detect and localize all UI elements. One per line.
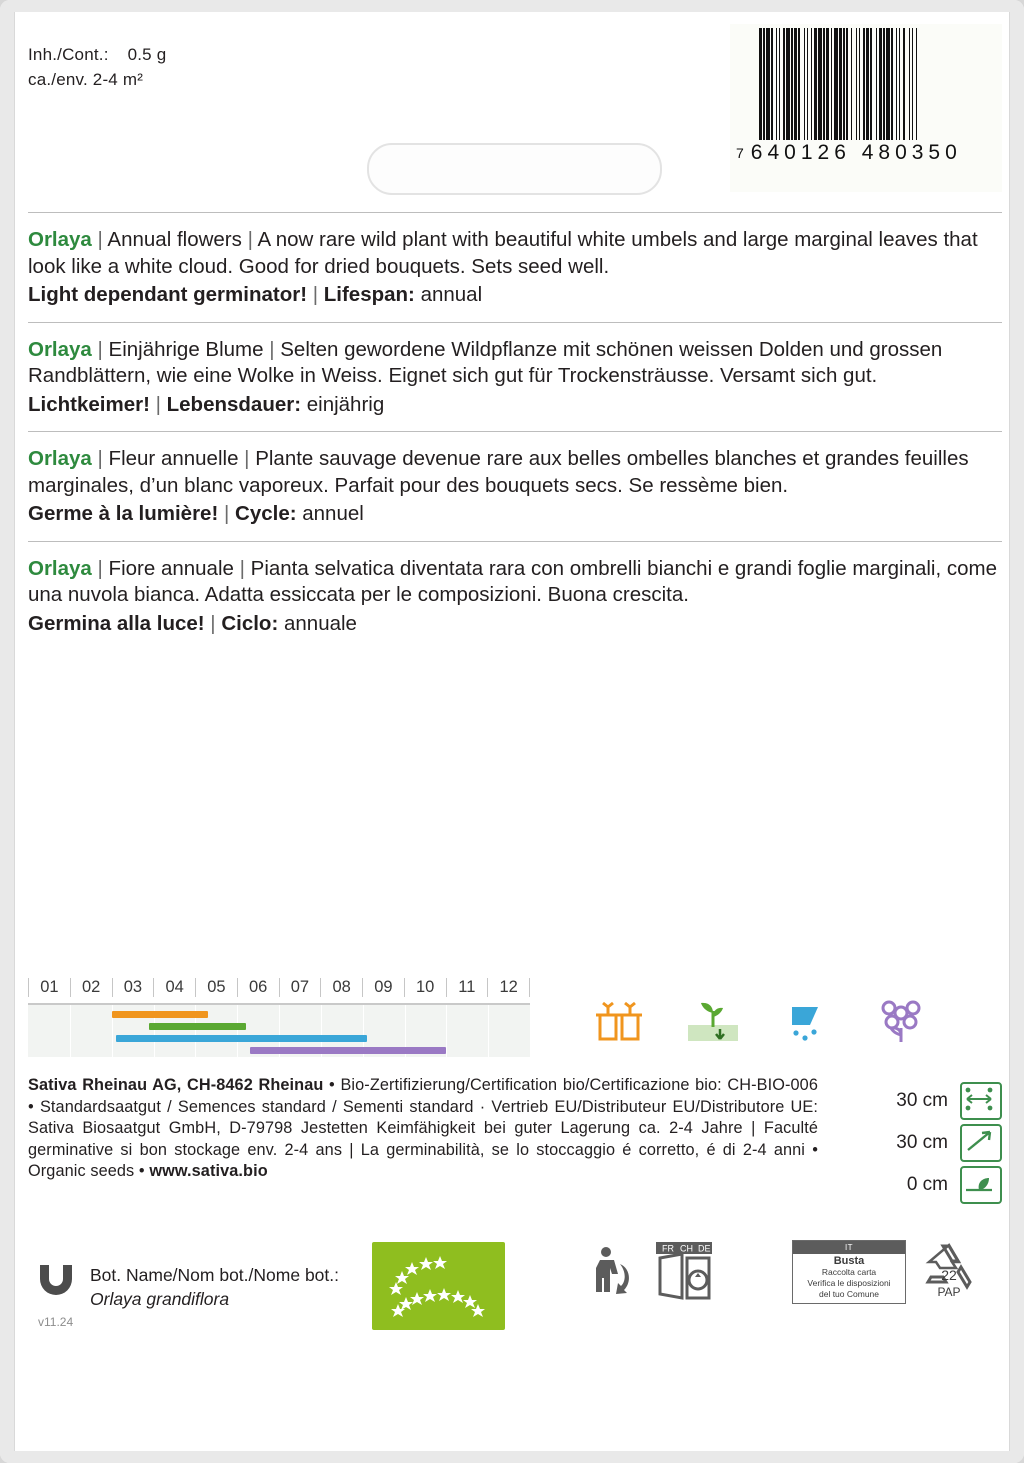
pap-label: PAP: [937, 1285, 961, 1299]
calendar-month: 11: [446, 978, 488, 997]
pictogram-row: [590, 995, 930, 1047]
sowing-depth: [852, 1164, 1002, 1206]
germination-note: Lichtkeimer!: [28, 392, 150, 416]
description-text: Selten gewordene Wildpflanze mit schönen weissen Dolden und grossen Randblättern, wie eine Wolke in Weiss. Eignet sich gut für Trockensträusse. Versamt sich gut.: [28, 337, 943, 387]
hang-hole: [367, 143, 662, 195]
watering-icon: [778, 995, 836, 1047]
busta-line2: Verifica le disposizioni: [807, 1278, 891, 1288]
bot-name-label: Bot. Name/Nom bot./Nome bot.:: [90, 1265, 339, 1285]
calendar-month: 01: [28, 978, 70, 997]
description-blocks: [28, 212, 1002, 650]
paper-bin-icon: [654, 1240, 780, 1307]
version-label: v11.24: [38, 1315, 74, 1329]
description-text: Pianta selvatica diventata rara con ombrelli bianchi e grandi foglie marginali, come una nuvola bianca. Adatta essiccata per le composizioni. Buona crescita.: [28, 556, 998, 606]
calendar-divider: [446, 1005, 447, 1057]
eu-organic-logo: [372, 1242, 505, 1330]
packet-edge-right: [1009, 0, 1024, 1463]
svg-text:FR: FR: [662, 1243, 674, 1254]
plant-spacing-value: 30 cm: [896, 1132, 948, 1153]
content-value: 0.5 g: [127, 45, 167, 64]
calendar-month: 04: [153, 978, 195, 997]
packet-edge-bottom: [0, 1451, 1024, 1463]
lifespan-label: Ciclo:: [221, 611, 279, 635]
calendar-month: 03: [112, 978, 154, 997]
legal-text: [28, 1075, 818, 1183]
lifespan-label: Cycle:: [235, 502, 297, 525]
calendar-grid: [28, 1003, 530, 1057]
svg-text:CH: CH: [680, 1243, 693, 1254]
calendar-divider: [70, 1005, 71, 1057]
lifespan-value: annuel: [302, 502, 364, 525]
calendar-bar-plant-out: [116, 1035, 367, 1042]
seed-tray-icon: [590, 995, 648, 1047]
busta-line3: del tuo Comune: [818, 1289, 879, 1299]
description-text: A now rare wild plant with beautiful white umbels and large marginal leaves that look like a white cloud. Good for dried bouquets. Sets seed well.: [28, 228, 978, 278]
barcode-lead-digit: 7: [736, 145, 744, 161]
description-block-it: Orlaya | Fiore annuale | Pianta selvatica diventata rara con ombrelli bianchi e grandi foglie marginali, come una nuvola bianca. Adatta essiccata per le composizioni. Buona crescita. Germina alla luce! | Ciclo: annuale: [28, 541, 1002, 651]
lifespan-value: annuale: [283, 611, 357, 635]
calendar-month: 07: [279, 978, 321, 997]
plant-type: Annual flowers: [107, 228, 242, 251]
busta-title: Busta: [833, 1255, 865, 1267]
busta-disposal-note: [792, 1240, 906, 1304]
genus-name: Orlaya: [28, 556, 92, 580]
content-info: [28, 42, 166, 92]
calendar-month: 12: [487, 978, 530, 997]
germination-note: Germe à la lumière!: [28, 502, 219, 525]
sowing-depth-icon: [960, 1166, 1002, 1204]
direct-sow-icon: [684, 995, 742, 1047]
calendar-divider: [237, 1005, 238, 1057]
description-block-en: Orlaya | Annual flowers | A now rare wild plant with beautiful white umbels and large marginal leaves that look like a white cloud. Good for dried bouquets. Sets seed well. Light dependant germinator! | Lifespan: annual: [28, 212, 1002, 322]
plant-type: Fleur annuelle: [108, 447, 239, 470]
coverage-value: ca./env. 2-4 m²: [28, 70, 144, 89]
company-name: Sativa Rheinau AG, CH-8462 Rheinau: [28, 1076, 324, 1094]
lifespan-value: annual: [420, 283, 483, 306]
row-spacing-value: 30 cm: [896, 1090, 948, 1111]
recycling-icons: [580, 1240, 980, 1307]
row-spacing: [852, 1080, 1002, 1122]
genus-name: Orlaya: [28, 447, 92, 470]
pap-number: 22: [941, 1267, 957, 1283]
description-text: Plante sauvage devenue rare aux belles ombelles blanches et grandes feuilles marginales, d’un blanc vaporeux. Parfait pour des bouquets secs. Se ressème bien.: [28, 447, 969, 497]
plant-spacing: [852, 1122, 1002, 1164]
website[interactable]: www.sativa.bio: [149, 1162, 268, 1180]
packet-edge-left: [0, 0, 15, 1463]
germination-note: Germina alla luce!: [28, 611, 205, 635]
calendar-divider: [488, 1005, 489, 1057]
plant-type: Fiore annuale: [108, 556, 234, 580]
lifespan-label: Lifespan:: [323, 283, 415, 306]
barcode: [730, 24, 1002, 192]
row-spacing-icon: [960, 1082, 1002, 1120]
pap-recycling-icon: [918, 1240, 980, 1302]
calendar-month: 06: [237, 978, 279, 997]
lifespan-label: Lebensdauer:: [166, 392, 302, 416]
calendar-bar-flowering: [250, 1047, 447, 1054]
packet-edge-top: [0, 0, 1024, 12]
calendar-month: 05: [195, 978, 237, 997]
tidyman-icon: [580, 1240, 642, 1307]
sowing-calendar: [28, 978, 530, 1057]
germination-note: Light dependant germinator!: [28, 283, 308, 306]
barcode-bars: [759, 28, 999, 140]
genus-name: Orlaya: [28, 337, 92, 361]
content-label: Inh./Cont.:: [28, 45, 109, 64]
svg-text:DE: DE: [698, 1243, 711, 1254]
calendar-month: 02: [70, 978, 112, 997]
demeter-logo: [28, 1255, 84, 1311]
description-block-fr: Orlaya | Fleur annuelle | Plante sauvage devenue rare aux belles ombelles blanches et grandes feuilles marginales, d’un blanc vaporeux. Parfait pour des bouquets secs. Se ressème bien. Germe à la lumière! | Cycle: annuel: [28, 431, 1002, 541]
busta-line1: Raccolta carta: [821, 1267, 877, 1277]
description-block-de: Orlaya | Einjährige Blume | Selten gewordene Wildpflanze mit schönen weissen Dolden und grossen Randblättern, wie eine Wolke in Weiss. Eignet sich gut für Trockensträusse. Versamt sich gut. Lichtkeimer! | Lebensdauer: einjährig: [28, 322, 1002, 432]
calendar-month: 09: [362, 978, 404, 997]
calendar-month-labels: [28, 978, 530, 1003]
barcode-digits-main: 640126 480350: [750, 141, 962, 164]
plant-spacing-icon: [960, 1124, 1002, 1162]
genus-name: Orlaya: [28, 228, 92, 251]
sowing-depth-value: 0 cm: [906, 1174, 948, 1195]
calendar-bar-sow-indoors: [112, 1011, 208, 1018]
barcode-number: [736, 141, 1002, 165]
spacing-info: [852, 1080, 1002, 1206]
plant-type: Einjährige Blume: [108, 337, 264, 361]
calendar-bar-sow-outdoors: [149, 1023, 245, 1030]
flower-icon: [872, 995, 930, 1047]
bot-name-value: Orlaya grandiflora: [90, 1289, 230, 1309]
busta-country-tag: IT: [793, 1241, 905, 1254]
calendar-month: 08: [320, 978, 362, 997]
calendar-month: 10: [404, 978, 446, 997]
lifespan-value: einjährig: [306, 392, 385, 416]
legal-body: • Bio-Zertifizierung/Certification bio/Certificazione bio: CH-BIO-006 • Standardsaatgut / Semences standard / Sementi standard · Vertrieb EU/Distributeur EU/Distributore UE: Sativa Biosaatgut GmbH, D-79798 Jestetten Keimfähigkeit bei guter Lagerung ca. 2-4 Jahre | Faculté germinative si bon stockage env. 2-4 ans | La germinabilità, se lo stoccaggio é corretto, é di 2-4 anni • Organic seeds •: [28, 1076, 818, 1180]
